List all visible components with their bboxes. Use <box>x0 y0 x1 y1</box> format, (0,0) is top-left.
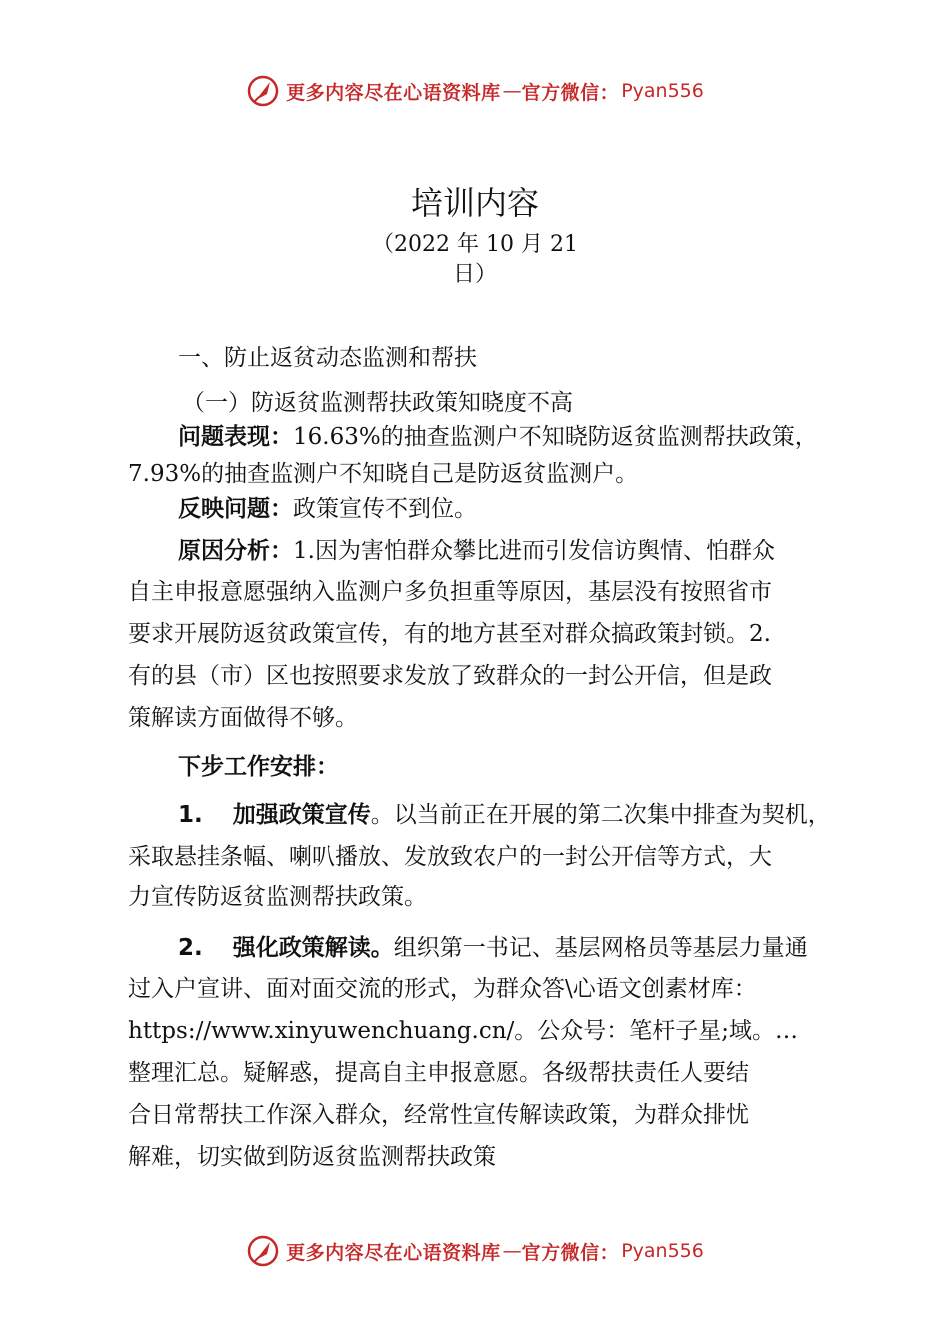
item-2-line-3: https://www.xinyuwenchuang.cn/。公众号：笔杆子星;域。… <box>128 1018 799 1044</box>
banner-site-text: 更多内容尽在心语资料库 <box>286 81 501 104</box>
banner-dash: — <box>502 80 522 102</box>
item-1-number: 1. <box>178 802 203 828</box>
reflect-label: 反映问题： <box>178 496 293 522</box>
footer-site-text: 更多内容尽在心语资料库 <box>286 1241 501 1264</box>
subsection-heading: （一）防返贫监测帮扶政策知晓度不高 <box>182 390 573 416</box>
banner-wechat-id: Pyan556 <box>621 80 704 102</box>
item-1-line-2: 采取悬挂条幅、喇叭播放、发放致农户的一封公开信等方式，大 <box>128 844 772 870</box>
cause-text: 1.因为害怕群众攀比进而引发信访舆情、怕群众 <box>293 538 775 564</box>
cause-label: 原因分析： <box>178 538 293 564</box>
item-2-text: 组织第一书记、基层网格员等基层力量通 <box>393 935 808 961</box>
footer-dash: — <box>502 1240 522 1262</box>
footer-banner <box>0 1234 950 1268</box>
item-2-line-5: 合日常帮扶工作深入群众，经常性宣传解读政策，为群众排忧 <box>128 1102 749 1128</box>
date-line-2: 日） <box>452 262 497 287</box>
item-2 <box>178 933 808 963</box>
section-heading: 一、防止返贫动态监测和帮扶 <box>178 345 477 371</box>
footer-wechat-id: Pyan556 <box>621 1240 704 1262</box>
item-1-text: 。以当前正在开展的第二次集中排查为契机， <box>370 802 831 828</box>
header-banner <box>0 74 950 108</box>
problem-paragraph <box>178 422 818 452</box>
banner-wechat-label: 官方微信： <box>521 81 620 104</box>
item-1-line-3: 力宣传防返贫监测帮扶政策。 <box>128 884 427 910</box>
item-2-line-6: 解难，切实做到防返贫监测帮扶政策 <box>128 1144 496 1170</box>
quill-logo-icon <box>246 1234 280 1268</box>
item-2-title: 强化政策解读。 <box>232 935 394 961</box>
document-date <box>340 230 610 290</box>
cause-line-5: 策解读方面做得不够。 <box>128 705 358 731</box>
reflect-paragraph <box>178 494 477 524</box>
cause-paragraph <box>178 536 775 566</box>
cause-line-3: 要求开展防返贫政策宣传，有的地方甚至对群众搞政策封锁。2. <box>128 621 771 647</box>
quill-logo-icon <box>246 74 280 108</box>
cause-line-2: 自主申报意愿强纳入监测户多负担重等原因，基层没有按照省市 <box>128 579 772 605</box>
item-2-line-4: 整理汇总。疑解惑，提高自主申报意愿。各级帮扶责任人要结 <box>128 1060 749 1086</box>
date-line-1: （2022 年 10 月 21 <box>372 232 578 257</box>
cause-line-4: 有的县（市）区也按照要求发放了致群众的一封公开信，但是政 <box>128 663 772 689</box>
page-title: 培训内容 <box>410 184 539 222</box>
problem-text: 16.63%的抽查监测户不知晓防返贫监测帮扶政策， <box>293 424 818 450</box>
problem-label: 问题表现： <box>178 424 293 450</box>
item-1-title: 加强政策宣传 <box>232 802 371 828</box>
next-steps-heading: 下步工作安排： <box>178 754 339 780</box>
problem-line-2: 7.93%的抽查监测户不知晓自己是防返贫监测户。 <box>128 461 639 487</box>
footer-wechat-label: 官方微信： <box>521 1241 620 1264</box>
reflect-text: 政策宣传不到位。 <box>293 496 477 522</box>
item-2-number: 2. <box>178 935 203 961</box>
item-1 <box>178 800 831 830</box>
item-2-line-2: 过入户宣讲、面对面交流的形式，为群众答\心语文创素材库： <box>128 976 757 1002</box>
